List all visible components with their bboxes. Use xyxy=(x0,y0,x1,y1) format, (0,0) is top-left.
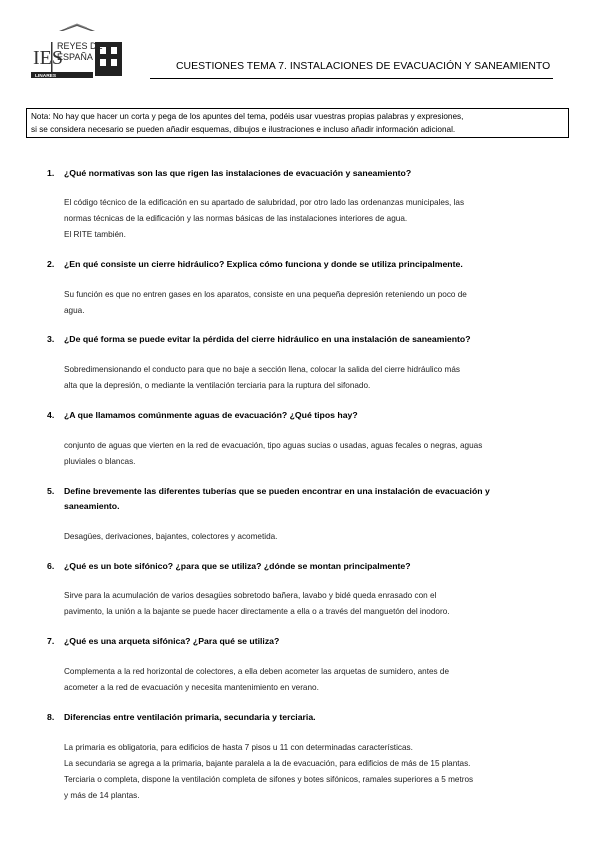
question-text: Define brevemente las diferentes tuberías que se pueden encontrar en una instalación de evacuación y xyxy=(64,486,490,496)
answer-line: El código técnico de la edificación en su apartado de salubridad, por otro lado las ordenanzas municipales, las xyxy=(64,198,465,207)
answer-line: La primaria es obligatoria, para edificios de hasta 7 pisos u 11 con determinadas características. xyxy=(64,743,413,752)
question-number: 4. xyxy=(47,410,55,420)
document-title: CUESTIONES TEMA 7. INSTALACIONES DE EVACUACIÓN Y SANEAMIENTO xyxy=(176,61,551,72)
answer-line: La secundaria se agrega a la primaria, bajante paralela a la de evacuación, para edificios de más de 15 plantas. xyxy=(64,759,471,768)
answer-line: normas técnicas de la edificación y las normas básicas de las instalaciones interiores de agua. xyxy=(64,214,408,223)
school-logo-graphic xyxy=(31,22,127,80)
question-text: Diferencias entre ventilación primaria, secundaria y terciaria. xyxy=(64,712,316,722)
question-text: ¿A que llamamos comúnmente aguas de evacuación? ¿Qué tipos hay? xyxy=(64,410,358,420)
question-text: ¿De qué forma se puede evitar la pérdida del cierre hidráulico en una instalación de saneamiento? xyxy=(64,334,471,344)
logo-school-line2: ESPAÑA xyxy=(57,52,93,62)
answer-line: Sobredimensionando el conducto para que no baje a sección llena, colocar la salida del cierre hidráulico más xyxy=(64,365,460,374)
answer-2 xyxy=(64,287,467,319)
answer-4 xyxy=(64,438,482,470)
answer-8 xyxy=(64,740,473,804)
logo-city: LINARES xyxy=(35,74,57,79)
answer-line: pavimento, la unión a la bajante se puede hacer directamente a ella o a través del manguetón del inodoro. xyxy=(64,607,450,616)
header-rule xyxy=(150,78,553,79)
answer-line: y más de 14 plantas. xyxy=(64,791,140,800)
school-logo xyxy=(31,22,127,80)
note-box xyxy=(26,108,569,138)
answer-line: pluviales o blancas. xyxy=(64,457,136,466)
question-number: 7. xyxy=(47,636,55,646)
note-line: si se considera necesario se pueden añadir esquemas, dibujos e ilustraciones e incluso añadir información adicional. xyxy=(31,124,456,134)
question-number: 6. xyxy=(47,561,55,571)
answer-line: acometer a la red de evacuación y necesita mantenimiento en verano. xyxy=(64,683,319,692)
question-number: 3. xyxy=(47,334,55,344)
answer-line: Desagües, derivaciones, bajantes, colectores y acometida. xyxy=(64,532,278,541)
question-number: 2. xyxy=(47,259,55,269)
answer-line: Sirve para la acumulación de varios desagües sobretodo bañera, lavabo y bidé queda enrasado con el xyxy=(64,591,437,600)
question-text: ¿Qué es una arqueta sifónica? ¿Para qué se utiliza? xyxy=(64,636,280,646)
note-line: Nota: No hay que hacer un corta y pega de los apuntes del tema, podéis usar vuestras propias palabras y expresiones, xyxy=(31,112,464,121)
question-text: ¿En qué consiste un cierre hidráulico? Explica cómo funciona y donde se utiliza principalmente. xyxy=(64,259,463,269)
question-text: ¿Qué es un bote sifónico? ¿para que se utiliza? ¿dónde se montan principalmente? xyxy=(64,561,411,571)
answer-6 xyxy=(64,588,450,620)
answer-5 xyxy=(64,529,277,545)
logo-school-line1: REYES DE xyxy=(57,41,103,51)
question-number: 8. xyxy=(47,712,55,722)
answer-line: agua. xyxy=(64,306,85,315)
answer-line: alta que la depresión, o mediante la ventilación terciaria para la ruptura del sifonado. xyxy=(64,381,371,390)
logo-ies-text: IES xyxy=(33,47,63,69)
answer-3 xyxy=(64,362,460,394)
answer-line: Su función es que no entren gases en los aparatos, consiste en una pequeña depresión reteniendo un poco de xyxy=(64,290,467,299)
answer-1 xyxy=(64,195,464,243)
answer-line: Complementa a la red horizontal de colectores, a ella deben acometer las arquetas de sumidero, antes de xyxy=(64,667,450,676)
question-number: 1. xyxy=(47,168,55,178)
question-text: saneamiento. xyxy=(64,501,120,511)
answer-line: El RITE también. xyxy=(64,230,126,239)
answer-line: Terciaria o completa, dispone la ventilación completa de sifones y botes sifónicos, ramales superiores a 5 metros xyxy=(64,775,474,784)
question-number: 5. xyxy=(47,486,55,496)
question-text: ¿Qué normativas son las que rigen las instalaciones de evacuación y saneamiento? xyxy=(64,168,412,178)
answer-7 xyxy=(64,664,449,696)
answer-line: conjunto de aguas que vierten en la red de evacuación, tipo aguas sucias o usadas, aguas fecales o negras, aguas xyxy=(64,441,483,450)
